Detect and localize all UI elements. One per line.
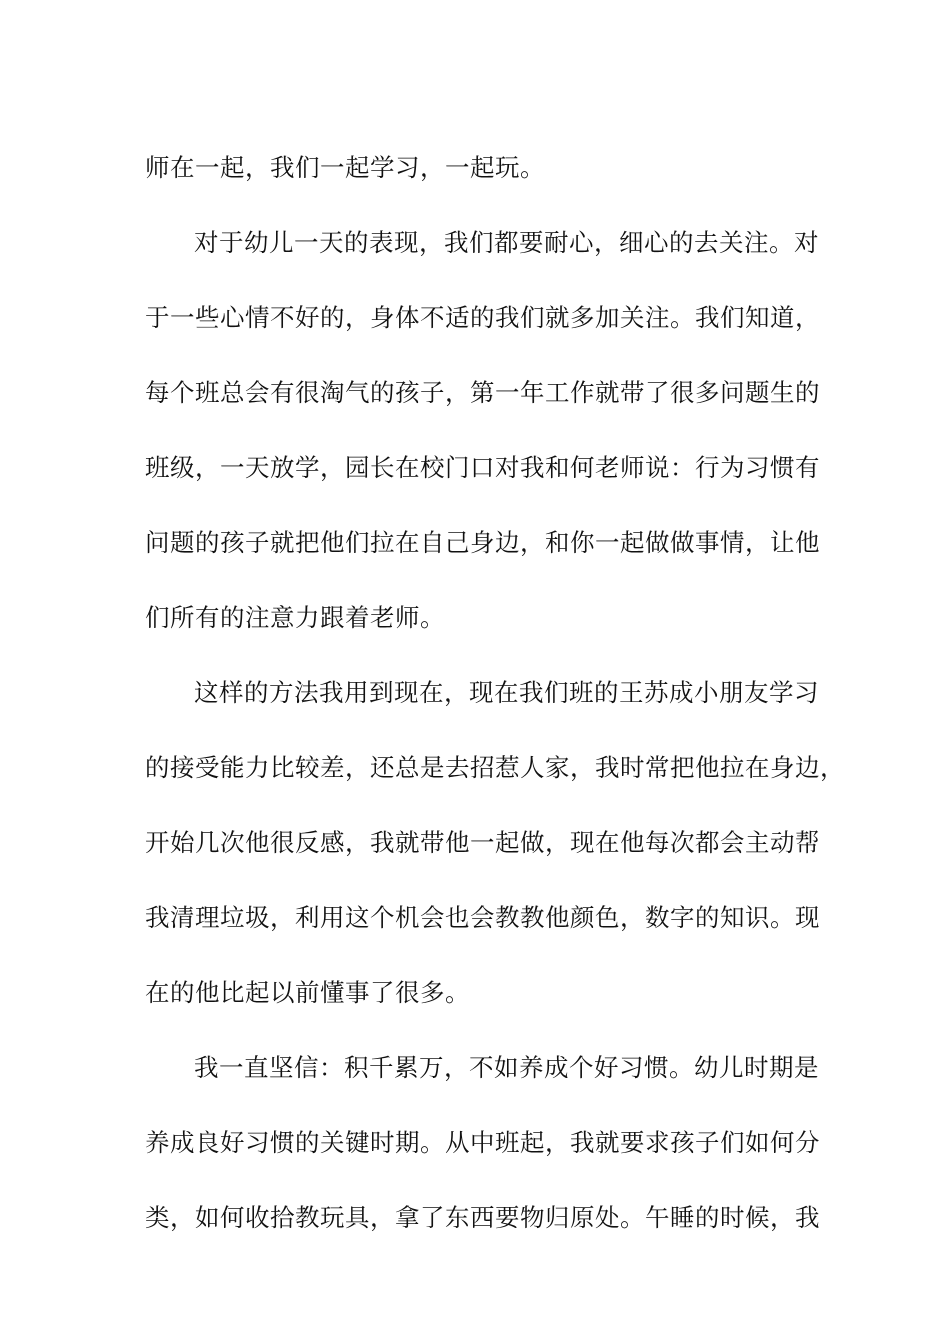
text-line: 于一些心情不好的，身体不适的我们就多加关注。我们知道，: [145, 303, 820, 332]
text-line: 类，如何收拾教玩具，拿了东西要物归原处。午睡的时候，我: [145, 1203, 820, 1232]
text-line: 的接受能力比较差，还总是去招惹人家，我时常把他拉在身边，: [145, 753, 845, 782]
text-line: 班级，一天放学，园长在校门口对我和何老师说：行为习惯有: [145, 453, 820, 482]
text-line: 在的他比起以前懂事了很多。: [145, 978, 470, 1007]
text-line: 每个班总会有很淘气的孩子，第一年工作就带了很多问题生的: [145, 378, 820, 407]
text-line: 师在一起，我们一起学习，一起玩。: [145, 153, 545, 182]
text-line: 这样的方法我用到现在，现在我们班的王苏成小朋友学习: [194, 678, 819, 707]
text-line: 我一直坚信：积千累万，不如养成个好习惯。幼儿时期是: [194, 1053, 819, 1082]
body-text: [145, 130, 845, 1255]
text-line: 们所有的注意力跟着老师。: [145, 603, 445, 632]
text-line: 问题的孩子就把他们拉在自己身边，和你一起做做事情，让他: [145, 528, 820, 557]
text-line: 我清理垃圾，利用这个机会也会教教他颜色，数字的知识。现: [145, 903, 820, 932]
text-line: 开始几次他很反感，我就带他一起做，现在他每次都会主动帮: [145, 828, 820, 857]
text-line: 对于幼儿一天的表现，我们都要耐心，细心的去关注。对: [194, 228, 819, 257]
text-line: 养成良好习惯的关键时期。从中班起，我就要求孩子们如何分: [145, 1128, 820, 1157]
